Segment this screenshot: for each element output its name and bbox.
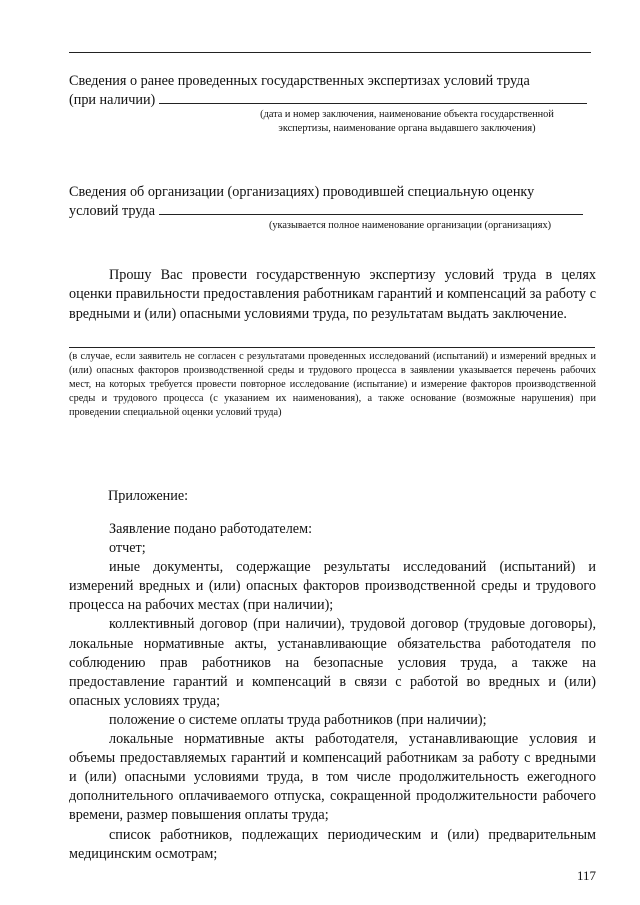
organization-label-cont: условий труда xyxy=(69,203,155,219)
appendix-title: Приложение: xyxy=(108,488,189,504)
appendix-list xyxy=(69,520,596,864)
note-rule xyxy=(69,347,595,348)
organization-blank[interactable] xyxy=(159,202,583,215)
previous-examinations-label: Сведения о ранее проведенных государственных экспертизах условий труда xyxy=(69,73,530,89)
top-rule xyxy=(69,52,591,53)
page-number: 117 xyxy=(576,868,596,883)
previous-examinations-blank[interactable] xyxy=(159,91,587,104)
appendix-item: локальные нормативные акты работодателя, устанавливающие условия и объемы предоставляемых гарантий и компенсаций работникам за работу с вредными и (или) опасными условиями труда, в том числе продолжительность ежегодного дополнительного оплачиваемого отпуска, сокращенной продолжительности рабочего времени, размер повышения оплаты труда; xyxy=(69,731,596,824)
disagreement-note: (в случае, если заявитель не согласен с результатами проведенных исследований (испытаний) и измерений вредных и (или) опасных факторов производственной среды и трудового процесса в заявлении указывается перечень рабочих мест, на которых требуется провести повторное исследование (испытание) и измерение факторов производственной среды и трудового процесса (с указанием их наименования), а также основание (возможные нарушения) при проведении специальной оценки условий труда) xyxy=(69,351,596,418)
appendix-item: иные документы, содержащие результаты исследований (испытаний) и измерений вредных и (или) опасных факторов производственной среды и трудового процесса на рабочих местах (при наличии); xyxy=(69,559,596,614)
appendix-item: коллективный договор (при наличии), трудовой договор (трудовые договоры), локальные нормативные акты, устанавливающие обязательства работодателя по соблюдению прав работников на безопасные условия труда, а также на предоставление гарантий и компенсаций в связи с работой во вредных и (или) опасных условиях труда; xyxy=(69,616,596,709)
appendix-item: отчет; xyxy=(109,540,146,557)
organization-label: Сведения об организации (организациях) проводившей специальную оценку xyxy=(69,184,535,200)
organization-caption: (указывается полное наименование организации (организациях) xyxy=(268,220,552,231)
appendix-item: список работников, подлежащих периодическим и (или) предварительным медицинским осмотрам; xyxy=(69,826,596,862)
request-paragraph: Прошу Вас провести государственную экспертизу условий труда в целях оценки правильности предоставления работникам гарантий и компенсаций за работу с вредными и (или) опасными условиями труда, по результатам выдать заключение. xyxy=(69,267,596,322)
previous-examinations-label-cont: (при наличии) xyxy=(69,92,156,108)
previous-examinations-caption: (дата и номер заключения, наименование объекта государственной экспертизы, наименование органа выдавшего заключения) xyxy=(260,109,554,134)
appendix-item: положение о системе оплаты труда работников (при наличии); xyxy=(109,711,487,728)
appendix-item: Заявление подано работодателем: xyxy=(109,521,313,537)
